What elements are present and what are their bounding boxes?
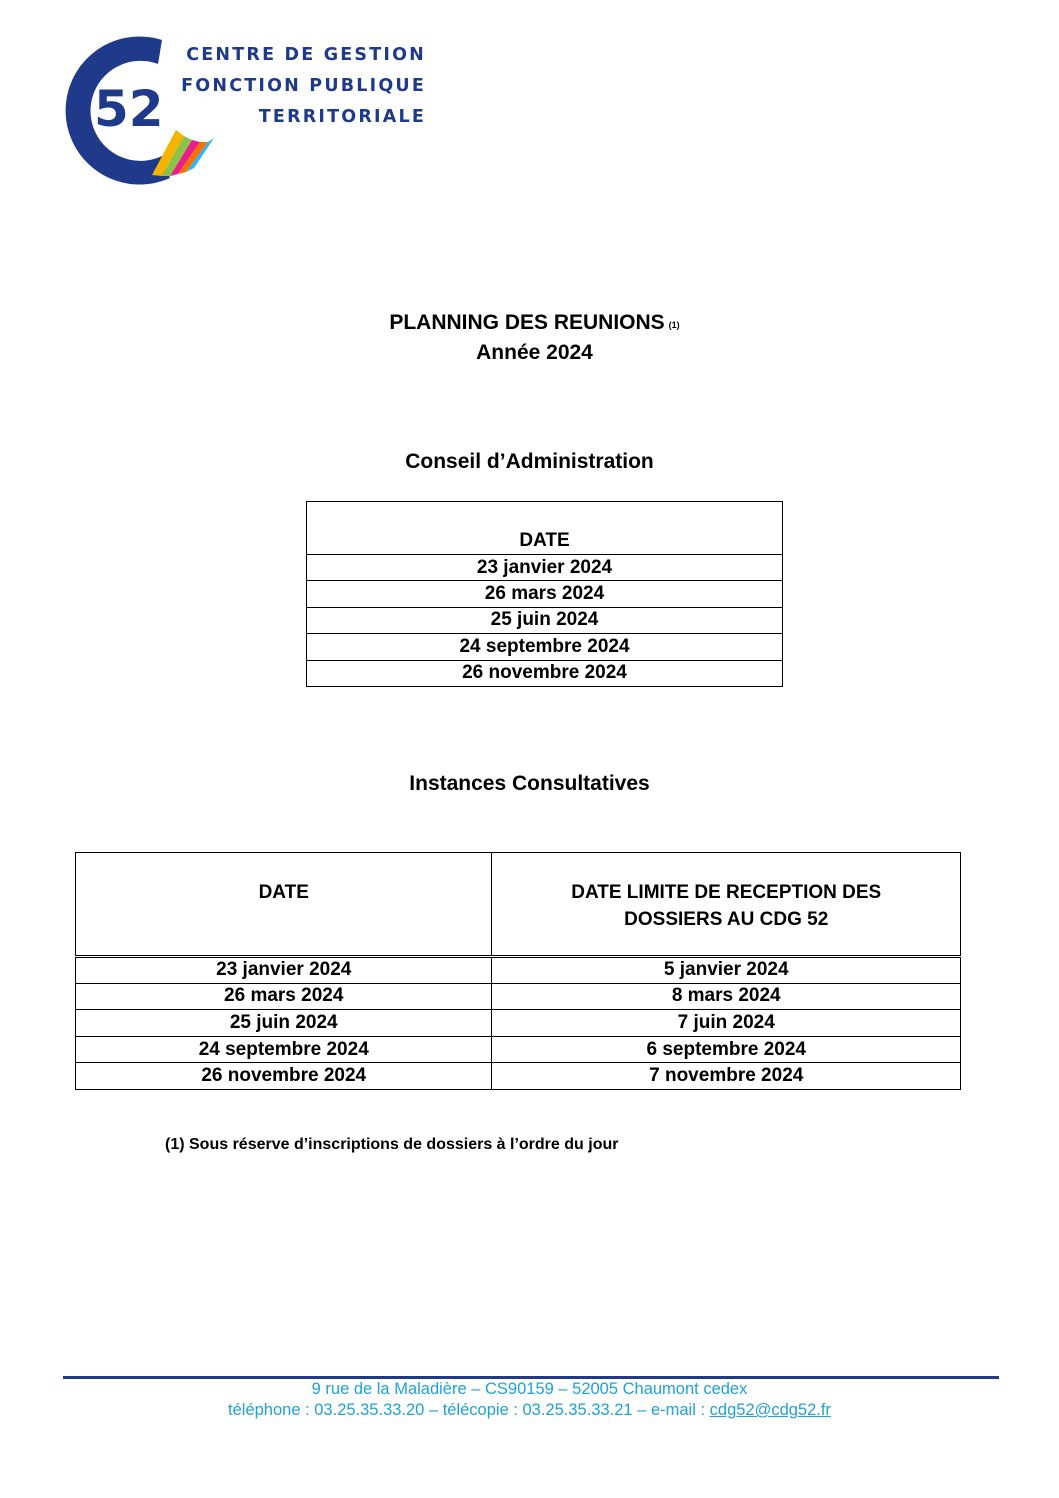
footnote: (1) Sous réserve d’inscriptions de dossiers à l’ordre du jour [165, 1136, 619, 1153]
logo-number: 52 [94, 80, 164, 138]
instances-date-cell: 26 novembre 2024 [76, 1063, 492, 1090]
instances-deadline-cell: 6 septembre 2024 [492, 1036, 961, 1063]
organization-name [160, 40, 426, 133]
org-line-3: TERRITORIALE [258, 107, 426, 127]
conseil-date-cell: 25 juin 2024 [307, 607, 783, 633]
org-line-2: FONCTION PUBLIQUE [181, 76, 426, 96]
title-main: PLANNING DES REUNIONS [389, 311, 665, 334]
footer-address: 9 rue de la Maladière – CS90159 – 52005 Chaumont cedex [311, 1380, 748, 1398]
conseil-date-cell: 26 mars 2024 [307, 581, 783, 607]
document-title [0, 308, 1059, 368]
conseil-date-cell: 24 septembre 2024 [307, 634, 783, 660]
org-line-1: CENTRE DE GESTION [186, 45, 426, 65]
footer-contact-text: téléphone : 03.25.35.33.20 – télécopie : 03.25.35.33.21 – e-mail : [228, 1401, 710, 1419]
conseil-heading: Conseil d’Administration [405, 450, 654, 473]
email-link[interactable]: cdg52@cdg52.fr [709, 1401, 831, 1419]
instances-deadline-cell: 5 janvier 2024 [492, 957, 961, 984]
title-note-marker: (1) [668, 320, 680, 330]
footer [0, 1379, 1059, 1421]
instances-date-header: DATE [76, 853, 492, 957]
instances-table [75, 852, 961, 1090]
instances-date-cell: 25 juin 2024 [76, 1010, 492, 1037]
instances-date-cell: 26 mars 2024 [76, 983, 492, 1010]
title-year: Année 2024 [476, 341, 593, 364]
instances-date-cell: 23 janvier 2024 [76, 957, 492, 984]
instances-deadline-header: DATE LIMITE DE RECEPTION DES DOSSIERS AU CDG 52 [492, 853, 961, 957]
instances-deadline-cell: 7 novembre 2024 [492, 1063, 961, 1090]
footer-contact [0, 1400, 1059, 1421]
instances-heading: Instances Consultatives [409, 772, 650, 795]
conseil-table [306, 501, 783, 687]
instances-date-cell: 24 septembre 2024 [76, 1036, 492, 1063]
conseil-date-cell: 23 janvier 2024 [307, 555, 783, 581]
instances-deadline-cell: 7 juin 2024 [492, 1010, 961, 1037]
conseil-column-header: DATE [307, 502, 783, 555]
conseil-date-cell: 26 novembre 2024 [307, 660, 783, 686]
instances-deadline-cell: 8 mars 2024 [492, 983, 961, 1010]
